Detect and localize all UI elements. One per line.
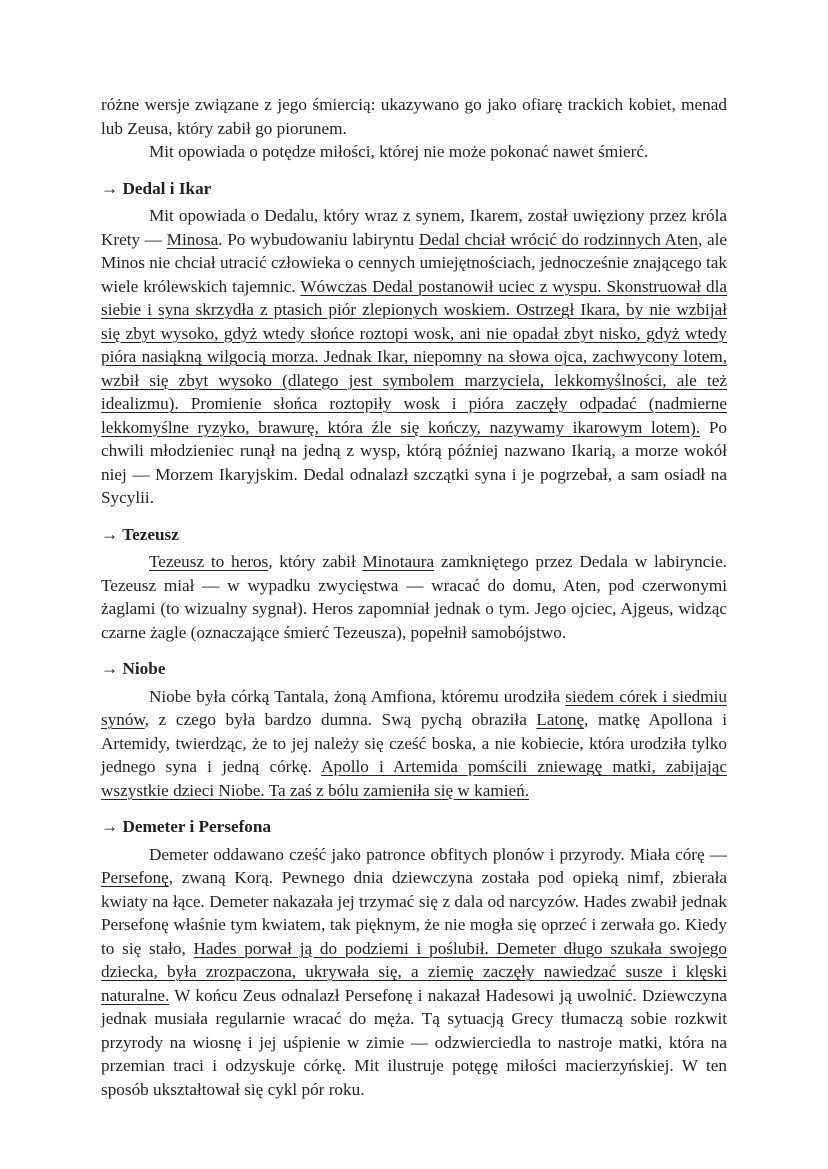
text-run: , ale Minos nie chciał utracić człowieka o cennych umiejętnościach, jednocześnie znającego tak wiele królewskich tajemnic. [101,229,727,296]
text-run: , zwaną Korą. Pewnego dnia dziewczyna została pod opieką nimf, zbierała kwiaty na łące. Demeter nakazała jej trzymać się z dala od narcyzów. Hades zwabił jednak Persefonę właśnie tym kwiatem, tak pięknym, że nie mogła się oprzeć i zerwała go. Kiedy to się stało, [101,868,727,958]
heading-dedal-i-ikar [101,177,727,201]
text-run: W końcu Zeus odnalazł Persefonę i nakazał Hadesowi ją uwolnić. Dziewczyna jednak musiała regularnie wracać do męża. Tą sytuacją Grecy tłumaczą sobie rozkwit przyrody na wiosnę i jej uśpienie w zimie — odzwierciedla to nastroje matki, która na przemian traci i odzyskuje córkę. Mit ilustruje potęgę miłości macierzyńskiej. W ten sposób ukształtował się cykl pór roku. [101,985,727,1099]
underlined-text: Persefonę [101,868,169,887]
text-run: . Po wybudowaniu labiryntu [218,229,419,249]
underlined-text: Tezeusz to heros [149,552,269,571]
text-run: Niobe była córką Tantala, żoną Amfiona, któremu urodziła [149,686,566,706]
text-run: , z czego była bardzo dumna. Swą pychą obraziła [144,710,537,729]
underlined-text: Dedal chciał wrócić do rodzinnych Aten [418,229,698,249]
text-run: , matkę Apollona i Artemidy, twierdząc, że to jej należy się cześć boska, a nie kobiecie, która urodziła tylko jednego syna i jedną córkę. [101,710,727,776]
intro-paragraph: różne wersje związane z jego śmiercią: ukazywano go jako ofiarę trackich kobiet, menad lub Zeusa, który zabił go piorunem. [101,95,727,138]
underlined-text: Minosa [166,229,219,249]
underlined-text: Apollo i Artemida pomścili zniewagę matki, zabijając wszystkie dzieci Niobe. Ta zaś z bólu zamieniła się w kamień. [101,757,727,800]
text-run: , który zabił [268,552,363,571]
paragraph-demeter-i-persefona [101,843,727,1102]
arrow-icon: → [101,817,119,836]
underlined-text: siedem córek i siedmiu synów [101,686,727,729]
underlined-text: Hades porwał ją do podziemi i poślubił. Demeter długo szukała swojego dziecka, była zrozpaczona, ukrywała się, a ziemię zaczęły nawiedzać susze i klęski naturalne. [101,938,727,1005]
intro-conclusion: Mit opowiada o potędze miłości, której nie może pokonać nawet śmierć. [149,142,649,161]
text-run: Demeter oddawano cześć jako patronce obfitych plonów i przyrody. Miała córę — [149,844,727,864]
underlined-text: Latonę [536,710,585,729]
heading-text: Niobe [122,659,166,678]
heading-text: Dedal i Ikar [122,178,212,198]
arrow-icon: → [101,524,119,544]
paragraph-niobe [101,685,727,803]
arrow-icon: → [101,178,119,198]
heading-demeter-i-persefona [101,815,727,839]
text-run: Po chwili młodzieniec runął na jedną z wysp, którą później nazwano Ikarią, a morze wokół niej — Morzem Ikaryjskim. Dedal odnalazł szczątki syna i je pogrzebał, a sam osiadł na Sycylii. [101,417,728,507]
underlined-text: Minotaura [362,552,435,571]
heading-text: Tezeusz [122,524,179,544]
paragraph-tezeusz [101,550,727,644]
heading-text: Demeter i Persefona [122,817,272,836]
heading-niobe [101,657,727,681]
text-run: zamkniętego przez Dedala w labiryncie. Tezeusz miał — w wypadku zwycięstwa — wracać do domu, Aten, pod czerwonymi żaglami (to wizualny sygnał). Heros zapomniał jednak o tym. Jego ojciec, Ajgeus, widząc czarne żagle (oznaczające śmierć Tezeusza), popełnił samobójstwo. [101,552,727,642]
text-run: Mit opowiada o Dedalu, który wraz z synem, Ikarem, został uwięziony przez króla Krety — [101,206,727,249]
underlined-text: Wówczas Dedal postanowił uciec z wyspu. Skonstruował dla siebie i syna skrzydła z ptasich piór zlepionych woskiem. Ostrzegł Ikara, by nie wzbijał się zbyt wysoko, gdyż wtedy słońce roztopi wosk, ani nie opadał zbyt nisko, gdyż wtedy pióra nasiąkną wilgocią morza. Jednak Ikar, niepomny na słowa ojca, zachwycony lotem, wzbił się zbyt wysoko (dlatego jest symbolem marzyciela, lekkomyślności, ale też idealizmu). Promienie słońca roztopiły wosk i pióra zaczęły odpadać (nadmierne lekkomyślne ryzyko, brawurę, która źle się kończy, nazywamy ikarowym lotem). [101,276,727,437]
paragraph-dedal-i-ikar [101,204,727,510]
heading-tezeusz [101,523,727,547]
arrow-icon: → [101,659,119,678]
